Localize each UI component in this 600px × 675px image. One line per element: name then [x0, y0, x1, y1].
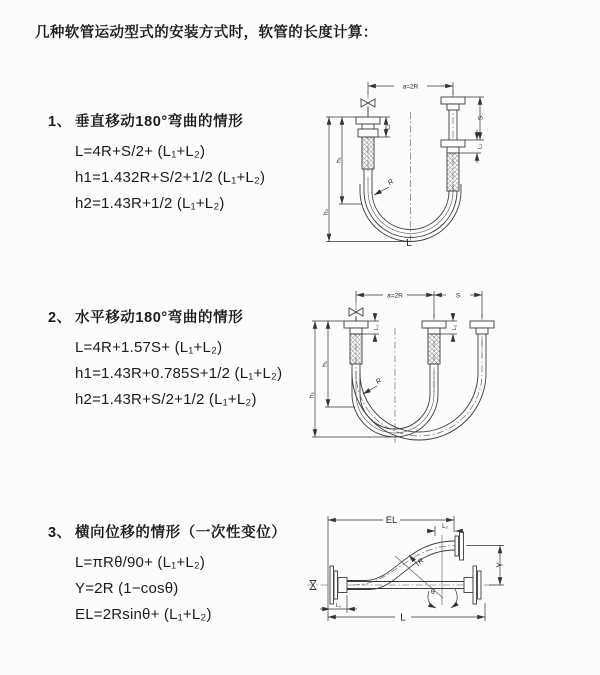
dimension-l2: [427, 524, 463, 536]
formula-list: [75, 335, 282, 413]
left-flange: [330, 566, 347, 604]
section-horizontal-movement: [48, 306, 282, 413]
dim-label-y: Y: [495, 562, 505, 568]
right-hose-fitting-positions: [441, 97, 465, 191]
formula-line: h2=1.43R+S/2+1/2 (L₁+L₂): [75, 391, 257, 408]
right-flange: [464, 566, 481, 604]
dim-label-l-total: L: [406, 238, 412, 249]
formula-line: h2=1.43R+1/2 (L₁+L₂): [75, 195, 225, 212]
u-shaped-hose-position2: [352, 334, 486, 440]
section-heading-text: 横向位移的情形（一次性变位）: [75, 525, 287, 541]
section-number: 2、: [48, 310, 72, 326]
s-curved-hose-position2: [347, 541, 455, 590]
dim-label-l1: L₁: [336, 603, 341, 609]
formula-line: h1=1.432R+S/2+1/2 (L₁+L₂): [75, 169, 266, 186]
dim-label-l2: L₂: [452, 324, 458, 331]
formula-line: L=4R+S/2+ (L₁+L₂): [75, 143, 206, 160]
dim-label-r: R: [374, 377, 384, 387]
section-vertical-movement: [48, 110, 265, 217]
centerlines: [368, 90, 453, 244]
page-title: 几种软管运动型式的安装方式时，软管的长度计算：: [35, 25, 378, 41]
upper-flange-displaced: [455, 532, 464, 560]
radius-leader: [409, 555, 425, 566]
dim-label-a2r: a=2R: [402, 83, 419, 91]
dim-label-s: S: [455, 292, 461, 300]
diagram-vertical-180-bend: [310, 72, 585, 254]
diagram-horizontal-180-bend: [303, 283, 595, 458]
dim-label-l1: L₁: [385, 124, 392, 130]
section-heading: [48, 306, 282, 327]
dim-label-s: S: [477, 115, 485, 121]
dimension-l1: [320, 595, 357, 613]
formula-line: h1=1.43R+0.785S+1/2 (L₁+L₂): [75, 365, 283, 382]
dim-label-h1: h₁: [321, 361, 329, 367]
dim-label-h2: h₂: [322, 208, 330, 216]
section-heading-text: 水平移动180°弯曲的情形: [75, 310, 244, 326]
section-heading: [48, 521, 286, 542]
section-number: 3、: [48, 525, 72, 541]
dim-label-a2r: a=2R: [387, 292, 403, 300]
formula-line: L=4R+1.57S+ (L₁+L₂): [75, 339, 223, 356]
section-lateral-displacement: [48, 521, 286, 628]
centerlines: [356, 303, 482, 443]
radius-leader: [363, 378, 383, 394]
dim-label-l2: L₂: [442, 524, 448, 530]
left-hose-fitting: [356, 117, 380, 169]
dimension-l: [328, 603, 485, 624]
dim-label-h2: h₂: [308, 391, 316, 399]
dim-label-l2: L₂: [477, 143, 484, 150]
diagram-lateral-displacement: [303, 505, 600, 670]
radius-leader: [374, 179, 395, 195]
moved-hose-fitting: [470, 321, 494, 334]
dim-label-theta: θ: [431, 589, 435, 596]
formula-list: [75, 550, 286, 628]
dimension-a2r: [368, 82, 453, 95]
section-heading: [48, 110, 265, 131]
left-hose-fitting: [344, 321, 368, 364]
section-number: 1、: [48, 114, 72, 130]
dimension-s-l2: [459, 97, 485, 163]
dim-label-h1: h₁: [335, 157, 343, 163]
formula-line: EL=2Rsinθ+ (L₁+L₂): [75, 606, 212, 623]
dim-label-l1: L₁: [374, 325, 380, 330]
formula-line: L=πRθ/90+ (L₁+L₂): [75, 554, 206, 571]
dim-label-r: R: [386, 178, 396, 188]
dim-label-l: L: [400, 612, 406, 624]
section-heading-text: 垂直移动180°弯曲的情形: [75, 114, 244, 130]
formula-line: Y=2R (1−cosθ): [75, 580, 179, 597]
formula-list: [75, 139, 265, 217]
dim-label-r: R: [416, 557, 426, 567]
middle-hose-fitting: [422, 321, 446, 364]
dim-label-el: EL: [385, 515, 398, 526]
